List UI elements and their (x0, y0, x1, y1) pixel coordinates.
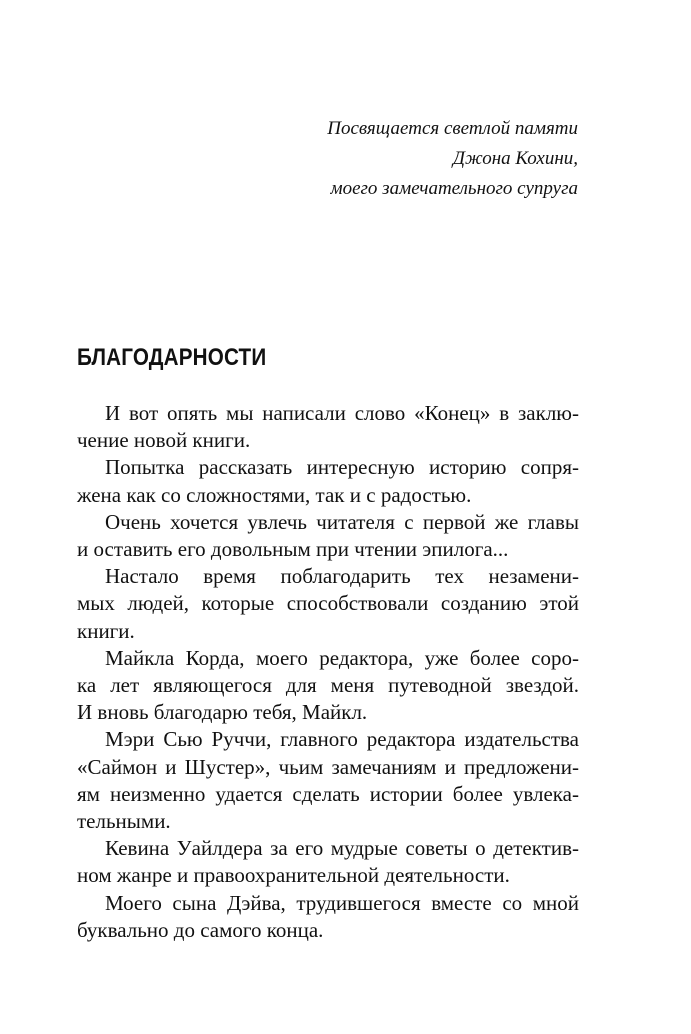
text-line: жена как со сложностями, так и с радостью. (77, 482, 472, 507)
text-line: Мэри Сью Руччи, главного редактора издательства (105, 727, 579, 752)
dedication-line: Джона Кохини, (452, 148, 578, 169)
text-line: «Саймон и Шустер», чьим замечаниям и предложени- (77, 754, 579, 779)
text-line: ка лет являющегося для меня путеводной звездой. (77, 673, 579, 698)
text-line: тельными. (77, 809, 171, 834)
text-line: Очень хочется увлечь читателя с первой же главы (105, 509, 579, 534)
dedication-line: моего замечательного супруга (330, 178, 578, 199)
text-line: чение новой книги. (77, 428, 251, 453)
text-line: Кевина Уайлдера за его мудрые советы о детектив- (105, 836, 579, 861)
text-line: И вот опять мы написали слово «Конец» в заклю- (105, 401, 579, 425)
text-line: буквально до самого конца. (77, 917, 324, 942)
text-line: Моего сына Дэйва, трудившегося вместе со мной (105, 890, 579, 915)
dedication-line: Посвящается светлой памяти (327, 118, 578, 139)
acknowledgements-text (77, 400, 579, 944)
text-line: Попытка рассказать интересную историю сопря- (105, 455, 579, 480)
text-line: ям неизменно удается сделать истории более увлека- (77, 781, 579, 806)
section-heading: БЛАГОДАРНОСТИ (77, 344, 267, 371)
text-line: мых людей, которые способствовали созданию этой (77, 591, 579, 616)
text-line: Майкла Корда, моего редактора, уже более соро- (105, 645, 579, 670)
text-line: И вновь благодарю тебя, Майкл. (77, 700, 368, 725)
text-line: книги. (77, 618, 135, 643)
dedication (158, 114, 578, 204)
text-line: и оставить его довольным при чтении эпилога... (77, 537, 509, 562)
text-line: ном жанре и правоохранительной деятельности. (77, 863, 510, 888)
text-line: Настало время поблагодарить тех незамени- (105, 564, 579, 589)
